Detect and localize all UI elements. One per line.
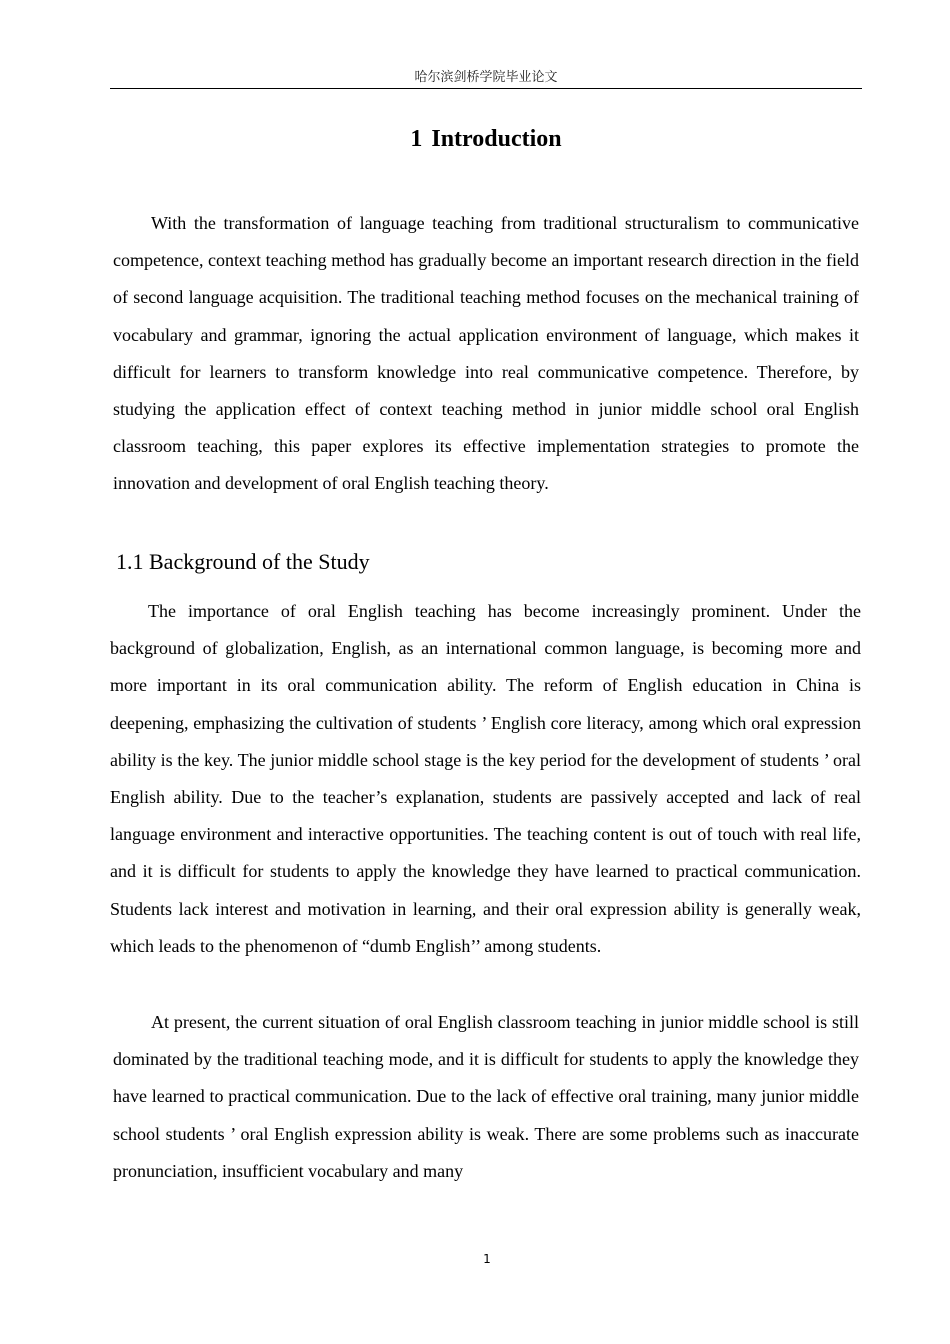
page-number: 1 bbox=[483, 1252, 491, 1266]
header-rule bbox=[110, 88, 862, 89]
background-paragraph-1: The importance of oral English teaching has become increasingly prominent. Under the background of globalization, English, as an international common language, is becoming more and more important in its oral communication ability. The reform of English education in China is deepening, emphasizing the cultivation of students ’ English core literacy, among which oral expression ability is the key. The junior middle school stage is the key period for the development of students ’ oral English ability. Due to the teacher’s explanation, students are passively accepted and lack of real language environment and interactive opportunities. The teaching content is out of touch with real life, and it is difficult for students to apply the knowledge they have learned to practical communication. Students lack interest and motivation in learning, and their oral expression ability is generally weak, which leads to the phenomenon of “dumb English’’ among students. bbox=[110, 601, 861, 956]
section-heading: 1.1 Background of the Study bbox=[116, 549, 370, 574]
intro-paragraph: With the transformation of language teaching from traditional structuralism to communicative competence, context teaching method has gradually become an important research direction in the field of second language acquisition. The traditional teaching method focuses on the mechanical training of vocabulary and grammar, ignoring the actual application environment of language, which makes it difficult for learners to transform knowledge into real communicative competence. Therefore, by studying the application effect of context teaching method in junior middle school oral English classroom teaching, this paper explores its effective implementation strategies to promote the innovation and development of oral English teaching theory. bbox=[113, 213, 859, 494]
running-header: 哈尔滨剑桥学院毕业论文 bbox=[414, 70, 558, 85]
chapter-title: 1 Introduction bbox=[410, 126, 562, 152]
background-paragraph-2: At present, the current situation of oral English classroom teaching in junior middle school is still dominated by the traditional teaching mode, and it is difficult for students to apply the knowledge they have learned to practical communication. Due to the lack of effective oral training, many junior middle school students ’ oral English expression ability is weak. There are some problems such as inaccurate pronunciation, insufficient vocabulary and many bbox=[113, 1012, 859, 1181]
